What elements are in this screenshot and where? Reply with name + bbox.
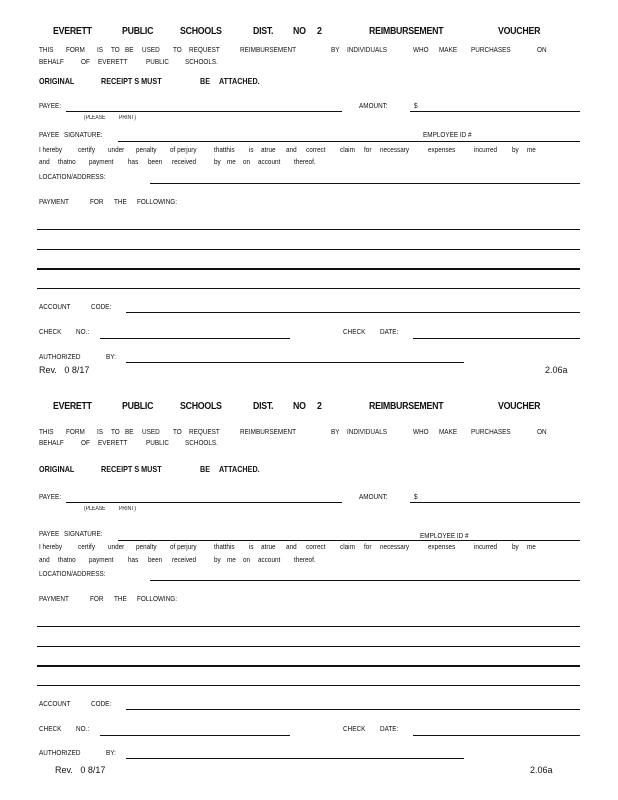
- amount-field[interactable]: [410, 502, 580, 503]
- dollar-sign: $: [414, 101, 418, 110]
- certify-word: by: [512, 145, 519, 154]
- certify-word: and: [39, 555, 50, 564]
- intro-word: IS: [97, 45, 104, 54]
- payment-line[interactable]: [37, 685, 580, 686]
- receipt-notice-word: ORIGINAL: [39, 464, 75, 474]
- certify-word: and: [286, 145, 297, 154]
- certify-word: correct: [306, 542, 326, 551]
- intro-word: TO: [173, 45, 182, 54]
- certify-word: atrue: [261, 542, 276, 551]
- dollar-sign: $: [414, 492, 418, 501]
- payee-field[interactable]: [66, 111, 342, 112]
- certify-word: is: [249, 542, 254, 551]
- authorized-by-field[interactable]: [126, 758, 464, 759]
- certify-word: account: [258, 555, 281, 564]
- account-code-label: ACCOUNT: [39, 302, 71, 311]
- intro-word: REQUEST: [189, 427, 220, 436]
- check-no-label: NO.:: [76, 327, 90, 336]
- signature-label: PAYEE: [39, 130, 60, 139]
- intro-word: INDIVIDUALS: [347, 45, 388, 54]
- certify-word: claim: [340, 145, 355, 154]
- intro-word: REQUEST: [189, 45, 220, 54]
- please-print-note: (PLEASE: [84, 115, 106, 121]
- check-no-label: CHECK: [39, 327, 62, 336]
- intro-word: THIS: [39, 45, 54, 54]
- intro-word: MAKE: [439, 45, 458, 54]
- signature-label: SIGNATURE:: [64, 529, 103, 538]
- certify-word: has: [128, 157, 139, 166]
- authorized-by-label: AUTHORIZED: [39, 352, 81, 361]
- certify-word: payment: [89, 157, 114, 166]
- certify-word: incurred: [474, 542, 498, 551]
- intro-word: REIMBURSEMENT: [240, 45, 296, 54]
- payment-label: THE: [114, 197, 127, 206]
- authorized-by-field[interactable]: [126, 362, 464, 363]
- intro-word: EVERETT: [98, 438, 128, 447]
- certify-word: by: [512, 542, 519, 551]
- authorized-by-label: BY:: [106, 748, 116, 757]
- certify-word: me: [527, 145, 536, 154]
- payment-line[interactable]: [37, 288, 580, 289]
- certify-word: received: [172, 555, 197, 564]
- intro-word: PUBLIC: [146, 438, 170, 447]
- title-word: DIST.: [253, 401, 274, 412]
- intro-word: INDIVIDUALS: [347, 427, 388, 436]
- intro-word: ON: [537, 45, 547, 54]
- please-print-note: (PLEASE: [84, 506, 106, 512]
- certify-word: for: [364, 542, 372, 551]
- title-word: SCHOOLS: [180, 401, 222, 412]
- account-code-field[interactable]: [126, 312, 580, 313]
- certify-word: I hereby: [39, 542, 63, 551]
- intro-word: FORM: [66, 45, 85, 54]
- account-code-label: ACCOUNT: [39, 699, 71, 708]
- certify-word: thatno: [58, 157, 76, 166]
- intro-word: ON: [537, 427, 547, 436]
- payment-line[interactable]: [37, 646, 580, 647]
- revision-label: Rev. 0 8/17: [55, 765, 106, 775]
- amount-field[interactable]: [410, 111, 580, 112]
- certify-word: and: [286, 542, 297, 551]
- title-word: DIST.: [253, 26, 274, 37]
- intro-word: WHO: [413, 427, 429, 436]
- intro-word: USED: [142, 45, 160, 54]
- certify-word: me: [227, 157, 236, 166]
- intro-word: OF: [81, 57, 90, 66]
- check-no-label: CHECK: [39, 724, 62, 733]
- employee-id-label: EMPLOYEE ID #: [420, 531, 469, 540]
- payment-label: PAYMENT: [39, 594, 69, 603]
- certify-word: thatno: [58, 555, 76, 564]
- receipt-notice-word: ATTACHED.: [219, 76, 260, 86]
- title-word: NO: [293, 401, 306, 412]
- intro-word: OF: [81, 438, 90, 447]
- certify-word: claim: [340, 542, 355, 551]
- certify-word: necessary: [380, 542, 410, 551]
- certify-word: for: [364, 145, 372, 154]
- certify-word: and: [39, 157, 50, 166]
- title-word: REIMBURSEMENT: [369, 401, 444, 412]
- title-word: 2: [317, 26, 322, 37]
- location-label: LOCATION/ADDRESS:: [39, 569, 106, 578]
- certify-word: expenses: [428, 542, 456, 551]
- intro-word: BEHALF: [39, 57, 64, 66]
- payee-label: PAYEE:: [39, 492, 62, 501]
- check-date-field[interactable]: [413, 735, 580, 736]
- location-field[interactable]: [150, 183, 580, 184]
- receipt-notice-word: ATTACHED.: [219, 464, 260, 474]
- account-code-label: CODE:: [91, 699, 112, 708]
- title-word: VOUCHER: [498, 401, 541, 412]
- intro-word: FORM: [66, 427, 85, 436]
- certify-word: certify: [78, 542, 96, 551]
- account-code-field[interactable]: [126, 709, 580, 710]
- certify-word: been: [148, 555, 163, 564]
- please-print-note: PRINT): [119, 506, 136, 512]
- certify-word: penalty: [136, 542, 157, 551]
- certify-word: incurred: [474, 145, 498, 154]
- intro-word: IS: [97, 427, 104, 436]
- receipt-notice-word: RECEIPT S MUST: [101, 76, 162, 86]
- certify-word: me: [227, 555, 236, 564]
- intro-word: BY: [331, 45, 340, 54]
- payment-label: PAYMENT: [39, 197, 69, 206]
- employee-id-label: EMPLOYEE ID #: [423, 130, 472, 139]
- certify-word: me: [527, 542, 536, 551]
- intro-word: TO: [173, 427, 182, 436]
- payment-label: THE: [114, 594, 127, 603]
- title-word: REIMBURSEMENT: [369, 26, 444, 37]
- certify-word: atrue: [261, 145, 276, 154]
- intro-word: BE: [125, 45, 134, 54]
- form-number: 2.06a: [545, 365, 568, 375]
- payment-label: FOR: [90, 594, 104, 603]
- authorized-by-label: BY:: [106, 352, 116, 361]
- check-date-label: DATE:: [380, 327, 399, 336]
- receipt-notice-word: ORIGINAL: [39, 76, 75, 86]
- payment-line[interactable]: [37, 665, 580, 667]
- intro-word: REIMBURSEMENT: [240, 427, 296, 436]
- intro-word: SCHOOLS.: [185, 57, 218, 66]
- title-word: PUBLIC: [122, 401, 154, 412]
- certify-word: under: [108, 542, 125, 551]
- payment-line[interactable]: [37, 249, 580, 250]
- certify-word: by: [214, 555, 221, 564]
- signature-field[interactable]: [118, 141, 580, 142]
- payment-line[interactable]: [37, 626, 580, 627]
- title-word: NO: [293, 26, 306, 37]
- certify-word: received: [172, 157, 197, 166]
- receipt-notice-word: BE: [200, 76, 211, 86]
- account-code-label: CODE:: [91, 302, 112, 311]
- payment-line[interactable]: [37, 268, 580, 270]
- intro-word: BE: [125, 427, 134, 436]
- form-number: 2.06a: [530, 765, 553, 775]
- revision-label: Rev. 0 8/17: [39, 365, 90, 375]
- check-no-field[interactable]: [100, 338, 290, 339]
- intro-word: USED: [142, 427, 160, 436]
- payee-field[interactable]: [66, 502, 342, 503]
- certify-word: thereof.: [294, 157, 316, 166]
- check-date-label: DATE:: [380, 724, 399, 733]
- certify-word: certify: [78, 145, 96, 154]
- check-no-label: NO.:: [76, 724, 90, 733]
- intro-word: TO: [111, 427, 120, 436]
- certify-word: on: [243, 157, 251, 166]
- please-print-note: PRINT): [119, 115, 136, 121]
- receipt-notice-word: BE: [200, 464, 211, 474]
- amount-label: AMOUNT:: [359, 101, 388, 110]
- signature-label: SIGNATURE:: [64, 130, 103, 139]
- intro-word: TO: [111, 45, 120, 54]
- title-word: EVERETT: [53, 26, 92, 37]
- title-word: VOUCHER: [498, 26, 541, 37]
- certify-word: necessary: [380, 145, 410, 154]
- payment-label: FOLLOWING:: [137, 197, 178, 206]
- payment-label: FOLLOWING:: [137, 594, 178, 603]
- certify-word: been: [148, 157, 163, 166]
- title-word: EVERETT: [53, 401, 92, 412]
- certify-word: under: [108, 145, 125, 154]
- title-word: SCHOOLS: [180, 26, 222, 37]
- certify-word: expenses: [428, 145, 456, 154]
- receipt-notice-word: RECEIPT S MUST: [101, 464, 162, 474]
- certify-word: by: [214, 157, 221, 166]
- signature-field[interactable]: [118, 540, 580, 541]
- certify-word: has: [128, 555, 139, 564]
- certify-word: of perjury: [170, 145, 197, 154]
- certify-word: account: [258, 157, 281, 166]
- payment-label: FOR: [90, 197, 104, 206]
- amount-label: AMOUNT:: [359, 492, 388, 501]
- title-word: PUBLIC: [122, 26, 154, 37]
- intro-word: PURCHASES: [471, 427, 511, 436]
- certify-word: I hereby: [39, 145, 63, 154]
- intro-word: EVERETT: [98, 57, 128, 66]
- check-no-field[interactable]: [100, 735, 290, 736]
- intro-word: MAKE: [439, 427, 458, 436]
- certify-word: of perjury: [170, 542, 197, 551]
- intro-word: THIS: [39, 427, 54, 436]
- intro-word: SCHOOLS.: [185, 438, 218, 447]
- certify-word: thatthis: [214, 542, 235, 551]
- intro-word: BY: [331, 427, 340, 436]
- certify-word: is: [249, 145, 254, 154]
- location-label: LOCATION/ADDRESS:: [39, 172, 106, 181]
- authorized-by-label: AUTHORIZED: [39, 748, 81, 757]
- intro-word: PUBLIC: [146, 57, 170, 66]
- intro-word: PURCHASES: [471, 45, 511, 54]
- check-date-field[interactable]: [413, 338, 580, 339]
- certify-word: thereof.: [294, 555, 316, 564]
- certify-word: correct: [306, 145, 326, 154]
- location-field[interactable]: [150, 580, 580, 581]
- signature-label: PAYEE: [39, 529, 60, 538]
- check-date-label: CHECK: [343, 724, 366, 733]
- payment-line[interactable]: [37, 229, 580, 230]
- intro-word: WHO: [413, 45, 429, 54]
- payee-label: PAYEE:: [39, 101, 62, 110]
- certify-word: penalty: [136, 145, 157, 154]
- check-date-label: CHECK: [343, 327, 366, 336]
- title-word: 2: [317, 401, 322, 412]
- certify-word: thatthis: [214, 145, 235, 154]
- certify-word: on: [243, 555, 251, 564]
- intro-word: BEHALF: [39, 438, 64, 447]
- certify-word: payment: [89, 555, 114, 564]
